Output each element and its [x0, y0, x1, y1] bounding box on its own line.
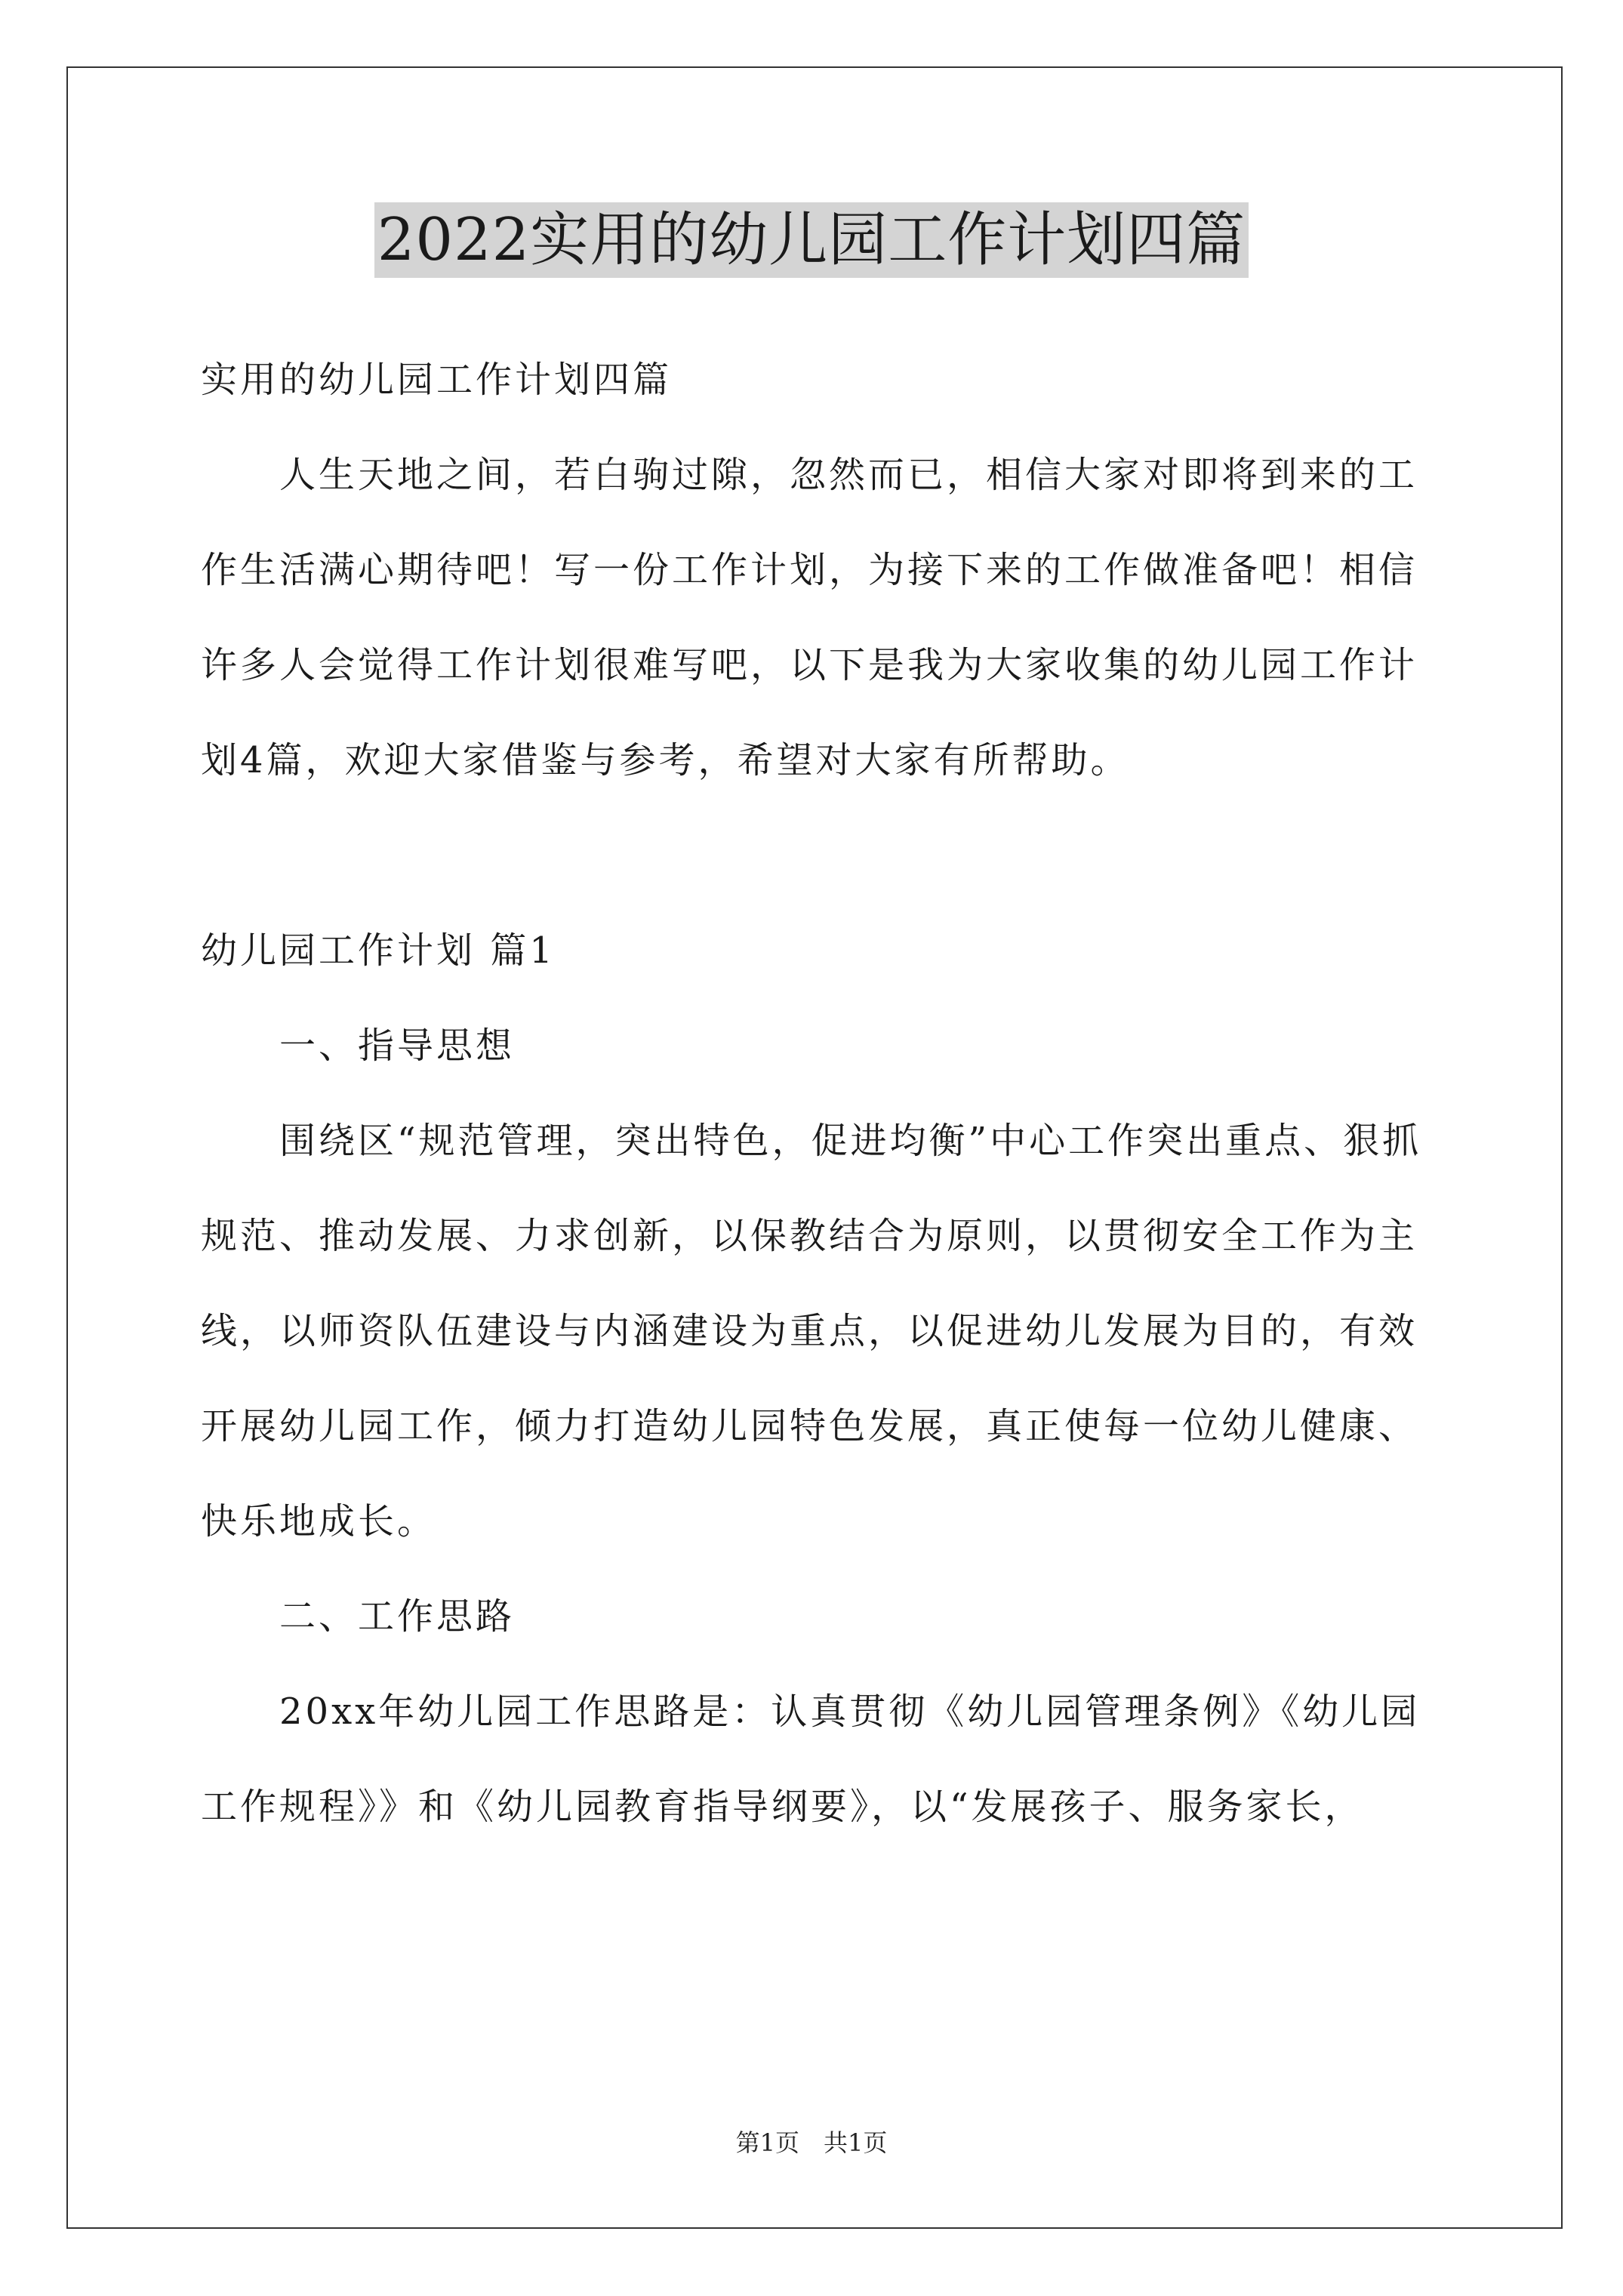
title-wrap	[0, 202, 1623, 278]
document-body	[201, 332, 1439, 1854]
section-heading: 幼儿园工作计划 篇1	[201, 929, 556, 972]
page-footer: 第1页 共1页	[735, 2128, 888, 2157]
part1-paragraph: 围绕区“规范管理，突出特色，促进均衡”中心工作突出重点、狠抓规范、推动发展、力求创新，以保教结合为原则，以贯彻安全工作为主线，以师资队伍建设与内涵建设为重点，以促进幼儿发展为目的，有效开展幼儿园工作，倾力打造幼儿园特色发展，真正使每一位幼儿健康、快乐地成长。	[201, 1120, 1422, 1542]
part2-paragraph: 20xx年幼儿园工作思路是：认真贯彻《幼儿园管理条例》《幼儿园工作规程》》和《幼儿园教育指导纲要》，以“发展孩子、服务家长，	[201, 1690, 1421, 1828]
subtitle: 实用的幼儿园工作计划四篇	[201, 359, 673, 401]
document-title: 2022实用的幼儿园工作计划四篇	[374, 202, 1249, 278]
section-gap	[201, 808, 1439, 903]
part1-heading: 一、指导思想	[279, 1025, 516, 1067]
intro-paragraph: 人生天地之间，若白驹过隙，忽然而已，相信大家对即将到来的工作生活满心期待吧！写一份工作计划，为接下来的工作做准备吧！相信许多人会觉得工作计划很难写吧，以下是我为大家收集的幼儿园工作计划4篇，欢迎大家借鉴与参考，希望对大家有所帮助。	[201, 454, 1418, 781]
part2-heading: 二、工作思路	[279, 1595, 516, 1638]
